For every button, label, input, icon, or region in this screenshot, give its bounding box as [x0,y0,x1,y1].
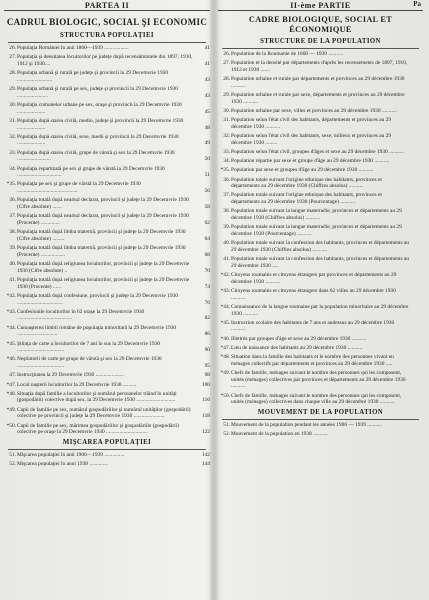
entry-number: *49. [6,406,16,413]
entry-number: 29. [9,86,16,93]
entry-title: Ştiinţa de carte a locuitorilor de 7 ani în sus la 29 Decemvrie 1930 ................................... [17,340,160,354]
entry-title: Capii de familie pe sex, mărimea gospodăriilor şi gospodăriile (gospodării) colective pe oraşe la 29 Decemvrie 1930 ............................... [17,422,179,436]
entry-title: Citoyens roumains et citoyens étrangers par provinces et départements au 29 décembre 1930 ........... [231,271,397,285]
toc-entry [4,325,210,338]
entry-page-number: 64 [204,235,210,242]
entry-page-number: 95 [204,363,210,370]
entry-page-number: 118 [202,413,210,420]
entry-title: Population totale suivant l'origine ethnique des habitants, provinces et départements au 29 décembre 1930 (Pourcentage) ........... [231,192,382,206]
page-title: CADRE BIOLOGIQUE, SOCIAL ET ÉCONOMIQUE [248,15,393,34]
entry-number: *47. [6,381,16,388]
toc-entry [4,452,210,459]
toc-entry [218,336,423,343]
entry-number: 30. [223,107,230,114]
entry-title: Capii de familie pe sex, numărul gospodăriilor şi numărul unităţilor (gospodării) colective pe provincii şi judeţe la 29 Decemvrie 1930 ....................... [17,406,191,420]
entry-title: Populaţia totală după limba maternă, provincii şi judeţe la 29 Decemvrie 1930 (Procente) .................. [17,245,186,258]
toc-entry [218,393,423,406]
entry-number: 34. [223,158,230,165]
book-gutter [210,0,218,600]
entry-title: Population selon l'état civil des habitants, sexe, milieux et provinces au 29 décembre 1930 ......... [231,133,392,146]
entry-page-number: 41 [204,45,210,51]
entry-title: Instrucţiunea la 29 Decemvrie 1930 ..................... [17,372,124,379]
toc-entry [4,461,210,468]
toc-entry [4,197,210,210]
toc-entry [4,134,210,147]
toc-entry [218,158,423,165]
toc-entry [218,149,423,156]
entry-number: *50. [220,392,230,399]
entry-number: 38. [223,208,230,215]
toc-entry [4,213,210,226]
entry-title: Instruction scolaire des habitants de 7 ans et audessus au 29 décembre 1930 ........... [231,319,395,333]
entry-title: Populaţia totală după religiunea locuitorilor, provincii şi judeţe la 29 Decemvrie 1930 (Cifre absolute) .. [17,260,190,274]
entry-title: Mişcarea populaţiei în anul 1938 .............. [17,461,109,468]
entry-number: 32. [9,133,16,140]
toc-list [218,422,423,438]
entry-number: 34. [9,165,16,172]
toc-entry [218,288,423,301]
toc-entry [218,51,423,58]
entry-number: *45. [6,340,16,347]
entry-number: 37. [223,192,230,199]
toc-entry [4,229,210,242]
entry-page-number: 82 [204,315,210,322]
toc-entry [4,118,210,131]
entry-page-number: 76 [204,299,210,306]
entry-number: 36. [223,176,230,183]
section-title: MIŞCAREA POPULAŢIEI [62,438,152,446]
entry-number: 29. [223,92,230,99]
entry-number: *47. [220,344,230,351]
entry-title: Populaţia totală după neamul declarat, provincii şi judeţe la 29 Decemvrie 1930 (Cifre absolute) ....... [17,197,189,211]
entry-number: *48. [6,390,16,397]
entry-title: Populaţia urbană şi rurală pe judeţe şi provincii la 29 Decemvrie 1930 .......................... [17,70,169,83]
entry-page-number: 144 [201,461,210,468]
entry-page-number: 70 [204,267,210,274]
entry-title: Population selon l'état civil, groupes d'âges et sexe au 29 décembre 1930 ........... [231,148,404,155]
entry-title: Cunoaşterea limbii române de populaţia minoritară la 29 Decemvrie 1930 .............................. [17,324,177,338]
toc-entry [218,240,423,253]
toc-entry [218,92,423,105]
section-rule [8,42,206,43]
header-rule [4,10,210,11]
entry-title: Mouvement de la population en 1938 ........... [231,431,328,438]
entry-page-number: 122 [201,429,210,436]
entry-title: Populaţia după starea civilă, medio, judeţe şi provincii la 29 Decemvrie 1930 ..................... [17,117,184,131]
toc-entry [4,372,210,379]
entry-title: Populaţia totală după confesiune, provincii şi judeţe la 29 Decemvrie 1930 .................................. [17,292,178,306]
entry-title: Citoyens roumains et citoyens étrangers dans 62 villes au 29 décembre 1930 ........... [231,287,396,301]
entry-number: *43. [6,308,16,315]
entry-number: *35. [220,167,230,174]
entry-page-number: 74 [204,283,210,290]
entry-title: Confesiunile locuitorilor în 62 oraşe la 29 Decemvrie 1930 ......................................... [17,308,145,322]
entry-page-number: 86 [204,331,210,338]
entry-number: *35. [6,181,16,188]
toc-list [4,45,210,436]
entry-page-number: 90 [204,347,210,354]
entry-number: 33. [9,149,16,156]
toc-entry [4,150,210,163]
page-column-label: Pa [413,0,421,8]
part-header: PARTEA II [84,1,130,10]
toc-entry [218,370,423,390]
entry-page-number: 49 [204,140,210,147]
entry-page-number: 116 [202,397,210,404]
left-page [4,0,210,470]
toc-entry [4,407,210,420]
toc-entry [218,167,423,174]
entry-number: 28. [223,76,230,83]
entry-number: *46. [6,356,16,363]
entry-page-number: 41 [204,60,210,67]
entry-title: Mouvement de la population pendant les années 1906 — 1939 ........... [231,421,383,428]
toc-entry [218,422,423,429]
toc-entry [4,166,210,179]
entry-title: Situaţia după familie a locuitorilor şi numărul persoanelor trăind în unităţi (gospodării) colective după sex, la 29 Decemvrie 1930 ............................. [17,390,177,404]
toc-entry [218,354,423,367]
toc-entry [218,431,423,438]
entry-page-number: 43 [204,76,210,83]
entry-title: Population par sexe et groupes d'âge au 29 décembre 1930 ........... [231,167,374,174]
entry-number: 51. [9,451,16,458]
section-title: STRUCTURA POPULAŢIEI [60,32,154,39]
toc-list [4,452,210,468]
entry-title: Mişcarea populaţiei în anii 1906—1939 ............... [17,451,125,458]
toc-entry [218,76,423,89]
toc-entry [218,133,423,146]
entry-page-number: 48 [204,124,210,131]
toc-entry [218,192,423,205]
toc-entry [218,60,423,73]
entry-number: 52. [9,461,16,468]
entry-title: Population totale suivant la langue maternelle, provinces et départements au 29 décembre 1930 (Chiffres absolus) ........... [231,208,402,222]
entry-page-number: 43 [204,92,210,99]
toc-entry [4,423,210,436]
entry-title: Populaţia totală după religiunea locuitorilor, provincii şi judeţe la 29 Decemvrie 1930 (Procente) ...... [17,276,190,290]
entry-title: Situation dans la famille des habitants et le nombre des personnes vivant en ménages collectifs par départements et provinces au 29 décembre 1930 ..... [231,354,394,367]
entry-title: Population urbaine et rurale par sexe, départements et provinces au 29 décembre 1930 ........... [231,92,405,105]
toc-entry [4,382,210,389]
page-title: CADRUL BIOLOGIC, SOCIAL ŞI ECONOMIC [6,17,208,27]
toc-entry [218,117,423,130]
entry-title: Population totale suivant la confession des habitants, provinces et départements au 29 décembre 1930 (Chiffres absolus) ........... [231,240,409,253]
entry-page-number: 58 [204,204,210,211]
entry-number: 28. [9,70,16,77]
entry-number: *49. [220,369,230,376]
entry-number: *50. [6,422,16,429]
entry-page-number: 62 [204,219,210,226]
entry-title: Population urbaine par sexe, villes et provinces au 29 décembre 1930 ........... [231,107,397,114]
right-page [218,0,423,440]
entry-number: *42. [220,271,230,278]
entry-number: 32. [223,133,230,140]
entry-number: *46. [220,335,230,342]
entry-title: Population totale suivant la confession des habitants, provinces et départements au 29 décembre 1930 ..... [231,256,409,269]
entry-number: 30. [9,101,16,108]
toc-entry [4,341,210,354]
entry-title: Population totale suivant la langue maternelle, provinces et départements au 29 décembre 1930 (Pourcentage) ........... [231,224,402,237]
entry-number: 38. [9,229,16,236]
entry-number: *48. [220,354,230,361]
entry-number: 31. [9,117,16,124]
toc-entry [4,356,210,369]
toc-entry [218,272,423,285]
entry-page-number: 45 [204,108,210,115]
toc-entry [4,102,210,115]
entry-title: Populaţia totală după neamul declarat, provincii şi judeţe la 29 Decemvrie 1930 (Procente) .............. [17,213,189,226]
toc-entry [4,86,210,99]
entry-title: Population urbaine et rurale par départements et provinces au 29 décembre 1930 ........... [231,76,405,89]
toc-entry [4,45,210,52]
entry-number: 37. [9,213,16,220]
entry-title: Locul naşterii locuitorilor la 29 Decemvrie 1930 .......... [17,381,137,388]
entry-number: *44. [220,303,230,310]
entry-number: 40. [9,260,16,267]
section-rule [222,48,419,49]
toc-entry [4,245,210,258]
entry-number: 39. [9,245,16,252]
toc-entry [4,277,210,290]
entry-title: Chefs de famille, ménages suivant le nombre des personnes qui les composent, unités (ménages) collectives dans chaque ville au 29 décembre 1930 ........... [231,392,402,406]
entry-title: Population de la Roumanie de 1860 — 1939 ........... [231,51,344,57]
entry-number: *43. [220,287,230,294]
toc-entry [218,108,423,115]
entry-number: 51. [223,421,230,428]
entry-number: 26. [9,45,16,51]
entry-number: 31. [223,117,230,124]
entry-title: Illettrés par groupes d'âge et sexe au 29 décembre 1930 ........... [231,335,367,342]
entry-number: *44. [6,324,16,331]
entry-title: Populaţia totală după limba maternă, provincii şi judeţe la 29 Decemvrie 1930 (Cifre absolute) ......... [17,229,186,242]
entry-title: Chefs de famille, ménages suivant le nombre des personnes qui les composent, unités (ménages) collectives par provinces et départements au 29 décembre 1930 ........... [231,369,406,390]
entry-number: 33. [223,148,230,155]
toc-entry [4,181,210,194]
toc-entry [4,309,210,322]
toc-entry [218,208,423,221]
toc-entry [218,224,423,237]
entry-title: Lieu de naissance des habitants au 29 décembre 1930 ........... [231,344,363,351]
entry-title: Populaţia repartizată pe sex şi grupe de vârstă la 29 Decemvrie 1930 ................................. [17,165,165,179]
entry-page-number: 51 [204,172,210,179]
entry-title: Population selon l'état civil des habitants, départements et provinces au 29 décembre 1930 ........... [231,117,392,130]
entry-title: Populaţia urbană şi rurală pe sex, judeţe şi provincii la 29 Decemvrie 1930 ....................... [17,86,178,99]
entry-number: 26. [223,51,230,57]
entry-number: 36. [9,197,16,204]
entry-number: 41. [223,256,230,263]
entry-title: Populaţia pe sex şi grupe de vârstă la 29 Decemvrie 1930 ............................................. [17,181,141,195]
entry-page-number: 100 [201,381,210,388]
entry-title: Populaţia comunelor urbane pe sex, oraşe şi provincii la 29 Decemvrie 1930 ..................... [17,101,182,115]
entry-page-number: 50 [204,156,210,163]
toc-entry [4,70,210,83]
toc-entry [218,177,423,190]
entry-number: 27. [223,60,230,67]
toc-entry [4,391,210,404]
entry-number: 52. [223,431,230,438]
toc-entry [218,345,423,352]
toc-entry [218,320,423,333]
entry-title: Populaţia după starea civilă, sexe, medii şi provincii la 29 Decemvrie 1930 ..................... [17,133,179,147]
toc-entry [4,293,210,306]
entry-number: *45. [220,319,230,326]
entry-title: Population répartie par sexe et groupe d'âge au 29 décembre 1930 ........... [231,158,390,165]
entry-title: Populaţia României în anii 1860—1939 .................. [17,45,129,51]
toc-entry [218,304,423,317]
entry-page-number: 68 [204,251,210,258]
toc-list [218,51,423,406]
entry-title: Population et la densité par départements d'après les recensements de 1897, 1910, 1912 et 1930 ....... [231,60,408,73]
entry-title: Populaţia după starea civilă, grupe de vârstă şi sex la 29 Decemvrie 1930 ......................... [17,149,175,163]
section-title: MOUVEMENT DE LA POPULATION [257,408,384,416]
entry-number: 27. [9,54,16,61]
header-rule [218,10,423,11]
entry-page-number: 98 [204,372,210,379]
section-title: STRUCTURE DE LA POPULATION [260,38,381,45]
entry-title: Populaţia şi densitatea locuitorilor pe judeţe după recensămintele din 1897, 1910, 1912 şi 1930.... [17,54,193,67]
part-header: II-ème PARTIE [290,1,351,10]
entry-page-number: 56 [204,188,210,195]
entry-number: 40. [223,240,230,247]
entry-number: 39. [223,224,230,231]
entry-number: 41. [9,276,16,283]
section-rule [222,419,419,420]
toc-entry [4,54,210,67]
section-rule [8,449,206,450]
toc-entry [4,261,210,274]
entry-number: *42. [6,292,16,299]
entry-number: 47. [9,372,16,379]
entry-title: Connaissance de la langue roumaine par la population minoritaire au 29 décembre 1930 ........... [231,303,409,317]
entry-page-number: 142 [201,451,210,458]
toc-entry [218,256,423,269]
entry-title: Neştiutorii de carte pe grupe de vârstă şi sex la 29 Decemvrie 1930 ................................... [17,356,162,370]
entry-title: Population totale suivant l'origine ethnique des habitants, provinces et départements au 29 décembre 1930 (Chiffres absolus) ........... [231,176,382,190]
